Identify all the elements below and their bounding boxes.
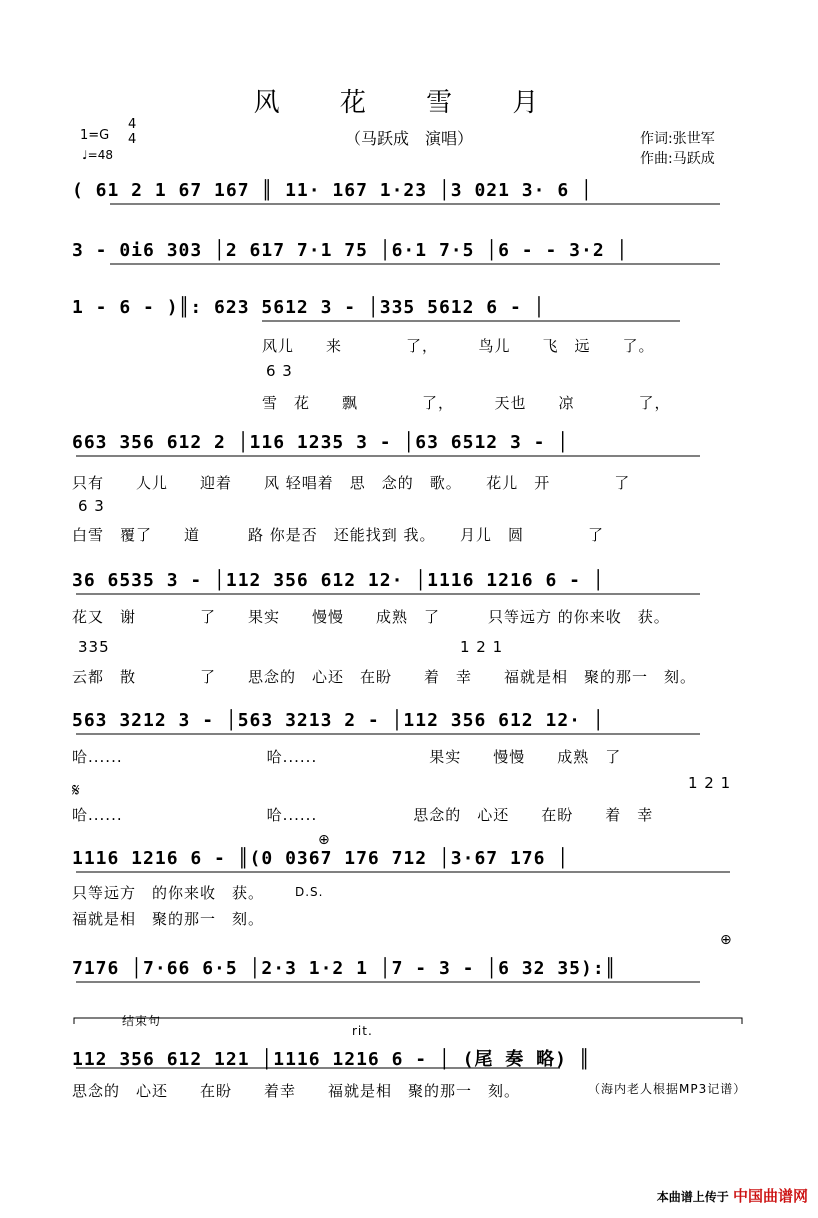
footer-brand[interactable]: 中国曲谱网 xyxy=(732,1187,808,1205)
tempo-value: =48 xyxy=(87,148,113,162)
coda-icon: ⊕ xyxy=(318,832,330,848)
quarter-note-icon: ♩ xyxy=(82,148,88,162)
notation-row-9: 112 356 612 121 │1116 1216 6 - │ (尾 奏 略) ║ xyxy=(72,1049,591,1070)
lyric-line-16: 福就是相 聚的那一 刻。 xyxy=(72,910,265,928)
lyric-line-19: 思念的 心还 在盼 着幸 福就是相 聚的那一 刻。 xyxy=(72,1082,521,1100)
lyric-line-6: 白雪 覆了 道 路 你是否 还能找到 我。 月儿 圆 了 xyxy=(72,526,605,544)
lyric-line-8: 335 xyxy=(78,638,110,656)
notation-row-8: 7176 │7·66 6·5 │2·3 1·2 1 │7 - 3 - │6 32 35):║ xyxy=(72,958,617,979)
notation-row-1: ( 61 2 1 67 167 ║ 11· 167 1·23 │3 021 3· 6 │ xyxy=(72,180,593,201)
coda-icon: ⊕ xyxy=(720,932,732,948)
lyric-line-13: 哈...... 哈...... 思念的 心还 在盼 着 幸 xyxy=(72,806,654,824)
time-signature-bottom: 4 xyxy=(128,132,137,147)
lyric-line-1: 风儿 来 了， 鸟儿 飞 远 了。 xyxy=(262,337,655,355)
lyric-line-20: （海内老人根据MP3记谱） xyxy=(588,1082,747,1096)
footer xyxy=(657,1185,808,1206)
lyric-line-3: 雪 花 飘 了， 天也 凉 了， xyxy=(262,394,671,412)
segno-icon: 𝄋 xyxy=(72,780,80,801)
lyric-line-17: 结束句 xyxy=(122,1014,162,1028)
notation-row-5: 36 6535 3 - │112 356 612 12· │1116 1216 6 - │ xyxy=(72,570,605,591)
performer-subtitle: （马跃成 演唱） xyxy=(344,129,473,148)
lyric-line-7: 花又 谢 了 果实 慢慢 成熟 了 只等远方 的你来收 获。 xyxy=(72,608,670,626)
notation-row-3: 1 - 6 - )║: 623 5612 3 - │335 5612 6 - │ xyxy=(72,297,546,318)
lyric-line-12: 1 2 1 xyxy=(688,774,732,792)
lyric-line-5: 6 3 xyxy=(78,497,105,515)
lyric-line-14: 只等远方 的你来收 获。 xyxy=(72,884,265,902)
lyric-line-11: 哈...... 哈...... 果实 慢慢 成熟 了 xyxy=(72,748,622,766)
lyric-line-15: D.S. xyxy=(295,885,324,899)
page-title: 风 花 雪 月 xyxy=(253,88,565,118)
lyricist-credit: 作词:张世军 xyxy=(640,131,715,147)
ending-bracket xyxy=(74,1018,742,1024)
composer-credit: 作曲:马跃成 xyxy=(640,151,715,167)
lyric-line-10: 云都 散 了 思念的 心还 在盼 着 幸 福就是相 聚的那一 刻。 xyxy=(72,668,697,686)
key-signature: 1=G xyxy=(80,128,110,143)
notation-row-6: 563 3212 3 - │563 3213 2 - │112 356 612 12· │ xyxy=(72,710,605,731)
lyric-line-9: 1 2 1 xyxy=(460,638,504,656)
time-signature-top: 4 xyxy=(128,117,137,132)
lyric-line-2: 6 3 xyxy=(266,362,293,380)
lyric-line-18: rit. xyxy=(352,1024,373,1038)
footer-label: 本曲谱上传于 xyxy=(656,1190,729,1204)
notation-row-7: 1116 1216 6 - ║(0 0367 176 712 │3·67 176 │ xyxy=(72,848,570,869)
lyric-line-4: 只有 人儿 迎着 风 轻唱着 思 念的 歌。 花儿 开 了 xyxy=(72,474,631,492)
notation-row-2: 3 - 0i6 303 │2 617 7·1 75 │6·1 7·5 │6 - - 3·2 │ xyxy=(72,240,629,261)
notation-row-4: 663 356 612 2 │116 1235 3 - │63 6512 3 - │ xyxy=(72,432,570,453)
